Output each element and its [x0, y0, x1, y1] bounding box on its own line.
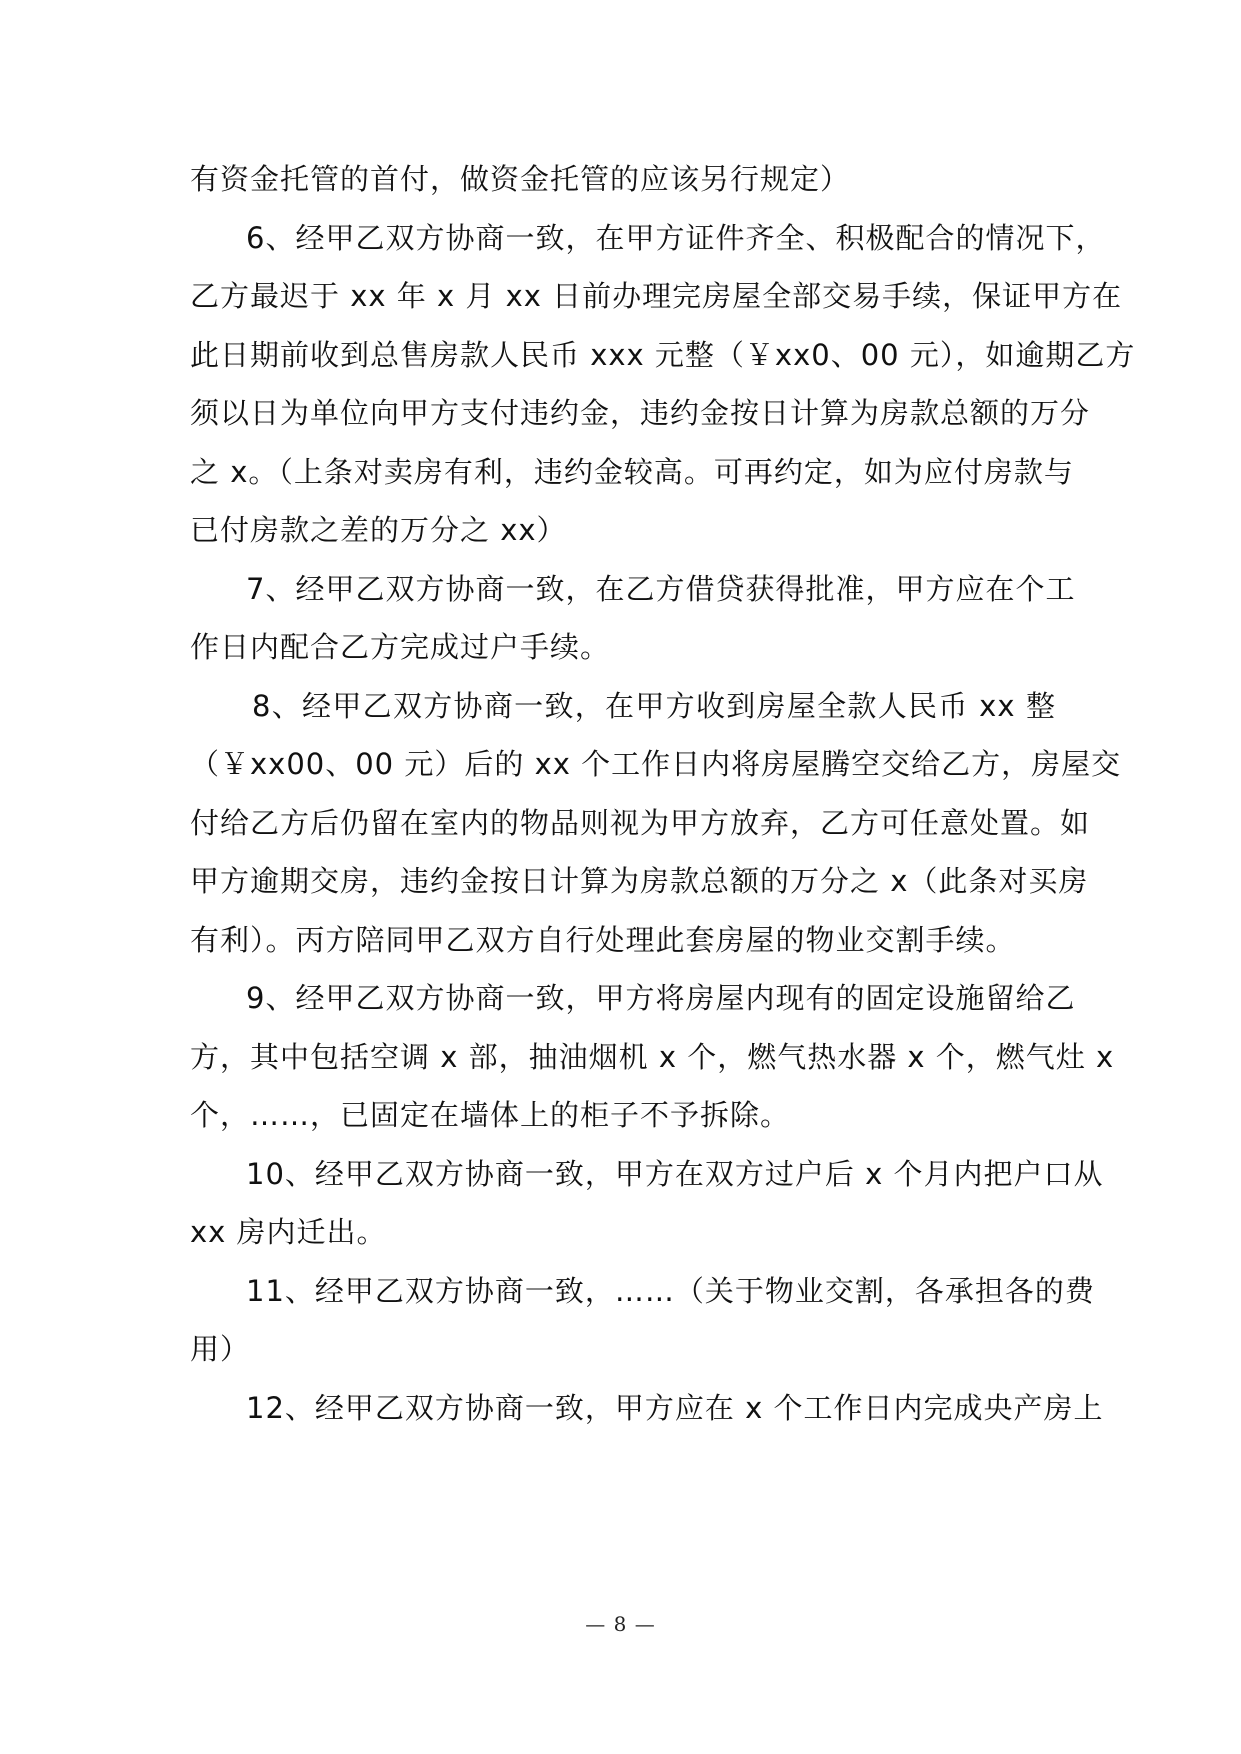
clause-7-line: 作日内配合乙方完成过户手续。 [190, 630, 611, 664]
clause-9-line: 9、经甲乙双方协商一致，甲方将房屋内现有的固定设施留给乙 [246, 981, 1076, 1015]
clause-10-line: xx 房内迁出。 [190, 1215, 387, 1249]
clause-8-line: 8、经甲乙双方协商一致，在甲方收到房屋全款人民币 xx 整 [252, 688, 1056, 723]
clause-6-line: 乙方最迟于 xx 年 x 月 xx 日前办理完房屋全部交易手续，保证甲方在 [190, 279, 1123, 313]
clause-6-line: 已付房款之差的万分之 xx） [190, 513, 567, 547]
clause-6-line: 之 x。（上条对卖房有利，违约金较高。可再约定，如为应付房款与 [190, 454, 1074, 489]
clause-10-line: 10、经甲乙双方协商一致，甲方在双方过户后 x 个月内把户口从 [246, 1156, 1104, 1191]
clause-11-line: 用） [190, 1332, 251, 1366]
clause-12-line: 12、经甲乙双方协商一致，甲方应在 x 个工作日内完成央产房上 [246, 1390, 1104, 1425]
clause-8-line: 甲方逾期交房，违约金按日计算为房款总额的万分之 x（此条对买房 [190, 864, 1089, 898]
clause-6-line: 6、经甲乙双方协商一致，在甲方证件齐全、积极配合的情况下， [246, 220, 1106, 255]
clause-6-line: 须以日为单位向甲方支付违约金，违约金按日计算为房款总额的万分 [190, 396, 1091, 430]
page-number: — 8 — [585, 1612, 656, 1636]
document-body [190, 150, 1136, 1437]
clause-11-line: 11、经甲乙双方协商一致，……（关于物业交割，各承担各的费 [246, 1273, 1095, 1308]
text-line: 有资金托管的首付，做资金托管的应该另行规定） [190, 162, 851, 196]
clause-9-line: 方，其中包括空调 x 部，抽油烟机 x 个，燃气热水器 x 个，燃气灶 x [190, 1039, 1115, 1074]
clause-8-line: （￥xx00、00 元）后的 xx 个工作日内将房屋腾空交给乙方，房屋交 [190, 747, 1122, 781]
clause-7-line: 7、经甲乙双方协商一致，在乙方借贷获得批准，甲方应在个工 [246, 571, 1076, 606]
clause-8-line: 有利）。丙方陪同甲乙双方自行处理此套房屋的物业交割手续。 [190, 922, 1016, 957]
clause-6-line: 此日期前收到总售房款人民币 xxx 元整（￥xx0、00 元），如逾期乙方 [190, 337, 1136, 372]
clause-9-line: 个，……，已固定在墙体上的柜子不予拆除。 [190, 1098, 791, 1132]
clause-8-line: 付给乙方后仍留在室内的物品则视为甲方放弃，乙方可任意处置。如 [190, 805, 1091, 840]
